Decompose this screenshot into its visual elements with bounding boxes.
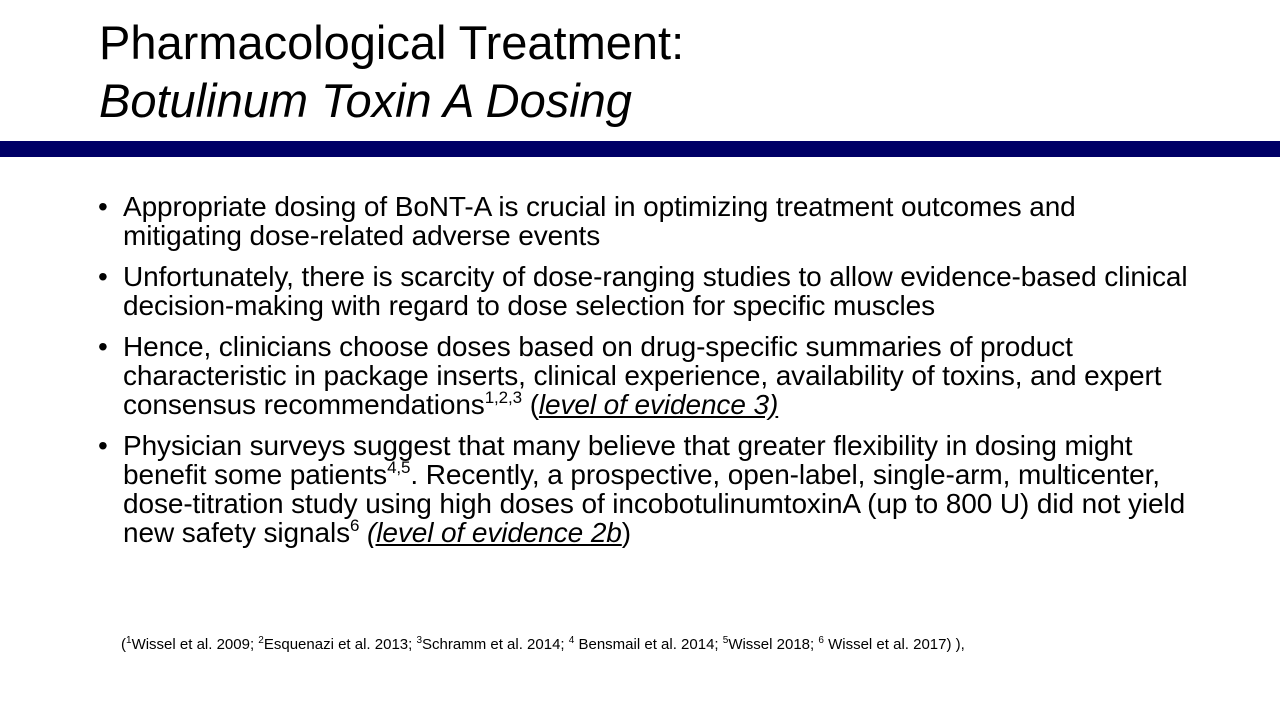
paren-open: ( — [522, 389, 539, 420]
paren-close: ) — [621, 517, 632, 548]
ref-text: Esquenazi et al. 2013; — [263, 636, 417, 653]
slide-title-main: Pharmacological Treatment: — [99, 16, 685, 69]
citation-superscript: 6 — [350, 516, 360, 535]
citation-superscript: 1,2,3 — [484, 388, 523, 407]
bullet-list — [98, 192, 1188, 559]
bullet-dot-icon: • — [98, 261, 108, 292]
ref-number: 6 — [818, 635, 824, 646]
spacer-text — [359, 517, 367, 548]
bullet-text: Physician surveys suggest that many believe that greater flexibility in dosing might benefit some patients — [123, 430, 1133, 490]
slide-subtitle: Botulinum Toxin A Dosing — [99, 74, 632, 127]
bullet-item — [98, 431, 1188, 547]
ref-number: 2 — [258, 635, 264, 646]
bullet-text: Appropriate dosing of BoNT-A is crucial in optimizing treatment outcomes and mitigating dose-related adverse events — [123, 191, 1076, 251]
ref-open-paren: ( — [121, 636, 126, 653]
evidence-level: level of evidence 3) — [538, 389, 779, 420]
ref-number: 3 — [416, 635, 423, 646]
ref-number: 1 — [126, 635, 132, 646]
slide-title — [99, 14, 684, 130]
ref-text: Wissel et al. 2017) ), — [823, 636, 965, 653]
ref-number: 5 — [722, 635, 729, 646]
bullet-item — [98, 262, 1188, 320]
bullet-text: Unfortunately, there is scarcity of dose-ranging studies to allow evidence-based clinical decision-making with regard to dose selection for specific muscles — [123, 261, 1188, 321]
bullet-dot-icon: • — [98, 430, 108, 461]
bullet-item — [98, 332, 1188, 419]
bullet-item — [98, 192, 1188, 250]
bullet-dot-icon: • — [98, 191, 108, 222]
ref-text: Wissel et al. 2009; — [131, 636, 259, 653]
ref-text: Schramm et al. 2014; — [422, 636, 569, 653]
bullet-text: Hence, clinicians choose doses based on drug-specific summaries of product characteristic in package inserts, clinical experience, availability of toxins, and expert consensus recommendations — [123, 331, 1162, 420]
citation-superscript: 4,5 — [387, 458, 411, 477]
title-divider-bar — [0, 141, 1280, 157]
evidence-level: (level of evidence 2b — [367, 517, 622, 548]
ref-number: 4 — [568, 635, 575, 646]
bullet-dot-icon: • — [98, 331, 108, 362]
bullet-text: . Recently, a prospective, open-label, single-arm, multicenter, dose-titration study using high doses of incobotulinumtoxinA (up to 800 U) did not yield new safety signals — [123, 459, 1186, 548]
ref-text: Bensmail et al. 2014; — [574, 636, 723, 653]
references-footnote — [121, 634, 965, 656]
ref-text: Wissel 2018; — [728, 636, 819, 653]
